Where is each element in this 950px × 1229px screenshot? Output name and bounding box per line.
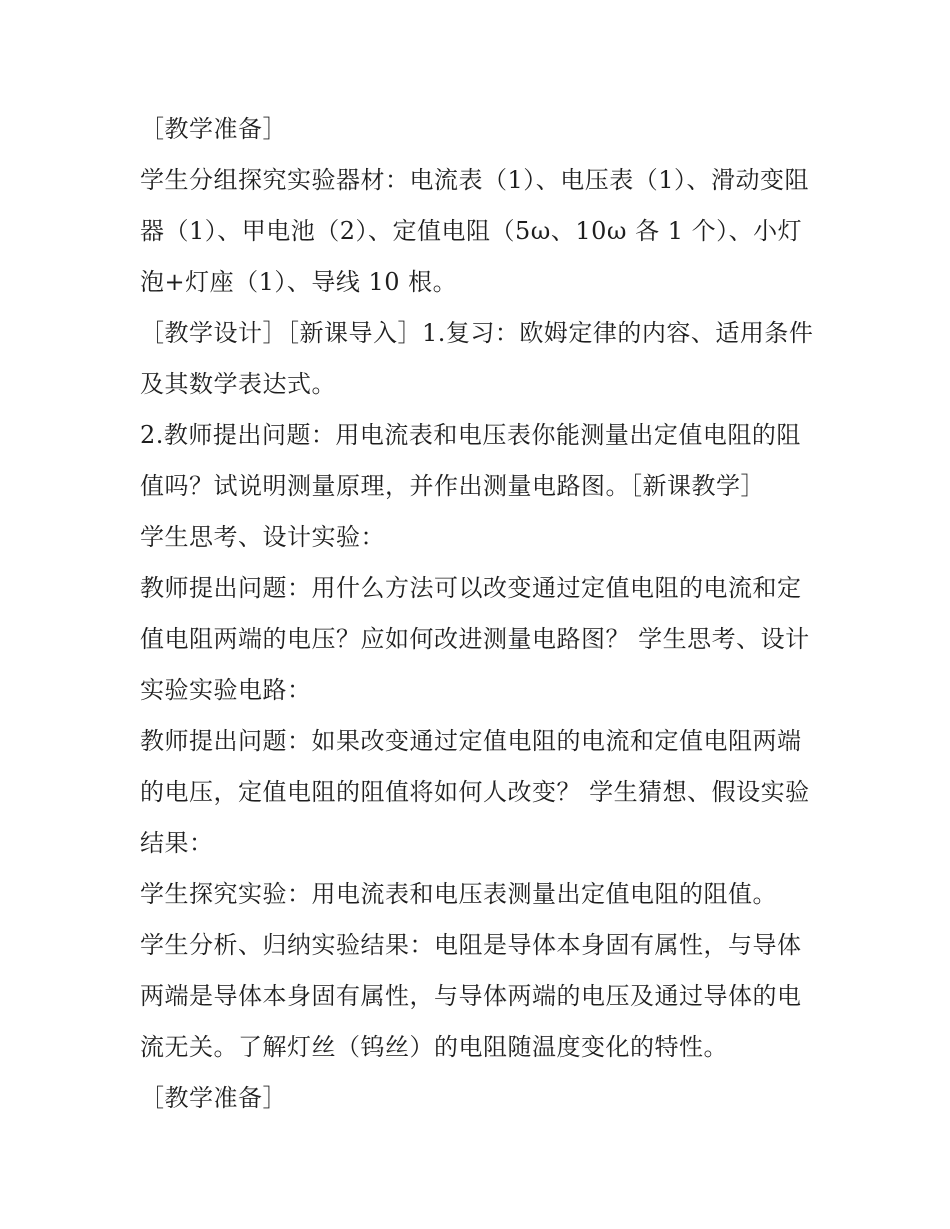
paragraph-student-experiment: 学生探究实验：用电流表和电压表测量出定值电阻的阻值。 <box>140 880 777 908</box>
paragraph-student-design: 学生思考、设计实验： <box>140 523 385 551</box>
paragraph-teacher-question-3: 教师提出问题：如果改变通过定值电阻的电流和定值电阻两端的电压，定值电阻的阻值将如何人改变？ 学生猜想、假设实验结果： <box>140 727 810 857</box>
paragraph-teaching-design-review: ［教学设计］［新课导入］1.复习：欧姆定律的内容、适用条件及其数学表达式。 <box>140 319 814 398</box>
document-page <box>140 104 820 1124</box>
section-heading-teaching-preparation: ［教学准备］ <box>140 115 287 143</box>
section-heading-teaching-preparation-2: ［教学准备］ <box>140 1084 287 1112</box>
paragraph-teacher-question-1: 2.教师提出问题：用电流表和电压表你能测量出定值电阻的阻值吗？试说明测量原理，并作出测量电路图。［新课教学］ <box>140 421 801 500</box>
paragraph-equipment-list: 学生分组探究实验器材：电流表（1）、电压表（1）、滑动变阻器（1）、甲电池（2）、定值电阻（5ω、10ω 各 1 个）、小灯泡+灯座（1）、导线 10 根。 <box>140 166 810 296</box>
paragraph-student-analysis: 学生分析、归纳实验结果：电阻是导体本身固有属性，与导体两端是导体本身固有属性，与导体两端的电压及通过导体的电流无关。了解灯丝（钨丝）的电阻随温度变化的特性。 <box>140 931 802 1061</box>
paragraph-teacher-question-2: 教师提出问题：用什么方法可以改变通过定值电阻的电流和定值电阻两端的电压？应如何改进测量电路图？ 学生思考、设计实验实验电路： <box>140 574 810 704</box>
